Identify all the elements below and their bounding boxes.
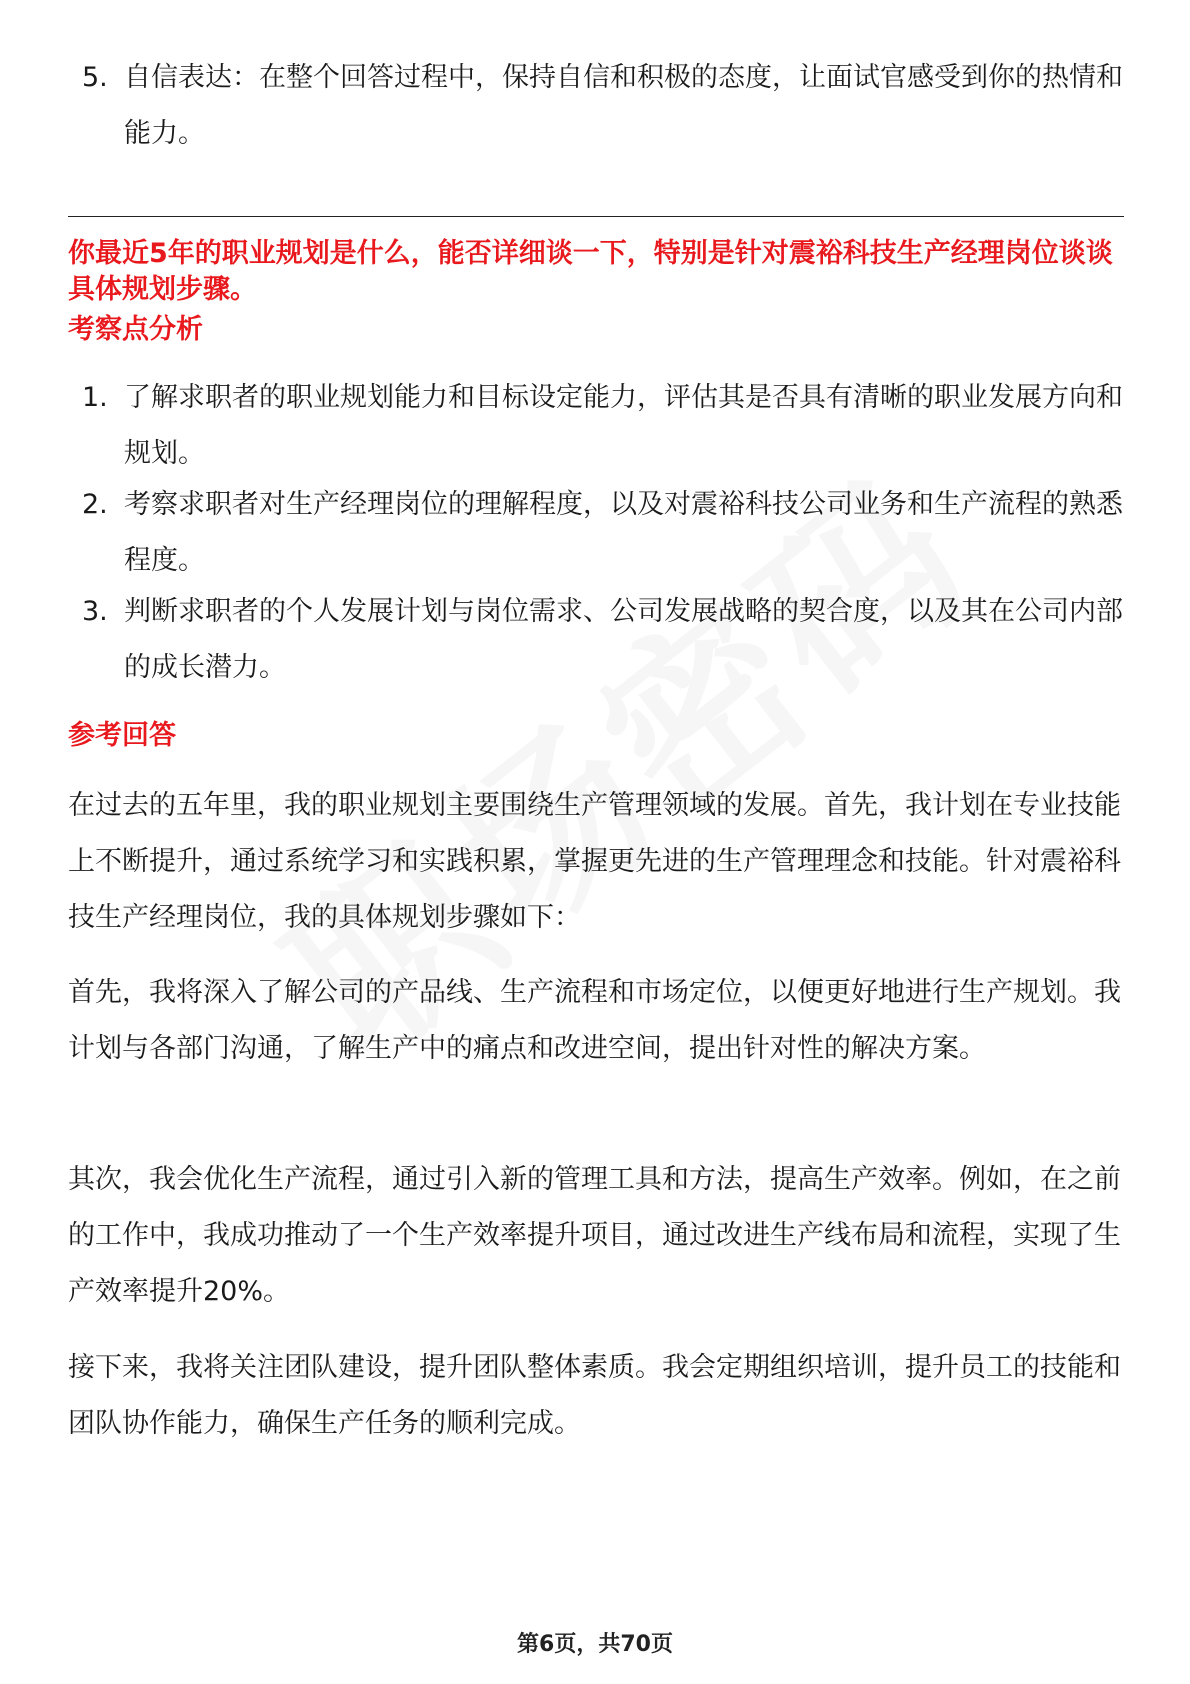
list-item-prev-5 <box>82 50 1132 162</box>
analysis-heading: 考察点分析 <box>68 314 203 345</box>
answer-paragraph-1: 在过去的五年里，我的职业规划主要围绕生产管理领域的发展。首先，我计划在专业技能上不断提升，通过系统学习和实践积累，掌握更先进的生产管理理念和技能。针对震裕科技生产经理岗位，我的具体规划步骤如下： <box>68 790 1121 933</box>
list-number: 5. <box>82 62 108 93</box>
answer-paragraph-4: 接下来，我将关注团队建设，提升团队整体素质。我会定期组织培训，提升员工的技能和团队协作能力，确保生产任务的顺利完成。 <box>68 1352 1121 1439</box>
analysis-item-1 <box>82 370 1132 482</box>
answer-paragraph-3: 其次，我会优化生产流程，通过引入新的管理工具和方法，提高生产效率。例如，在之前的工作中，我成功推动了一个生产效率提升项目，通过改进生产线布局和流程，实现了生产效率提升20%。 <box>68 1164 1121 1307</box>
question-title: 你最近5年的职业规划是什么，能否详细谈一下，特别是针对震裕科技生产经理岗位谈谈具体规划步骤。 <box>68 238 1113 305</box>
list-text: 了解求职者的职业规划能力和目标设定能力，评估其是否具有清晰的职业发展方向和规划。 <box>124 382 1123 469</box>
list-number: 1. <box>82 382 108 413</box>
list-text: 判断求职者的个人发展计划与岗位需求、公司发展战略的契合度，以及其在公司内部的成长潜力。 <box>124 596 1123 683</box>
page-footer: 第6页，共70页 <box>517 1632 673 1657</box>
analysis-item-3 <box>82 584 1132 696</box>
list-text: 自信表达：在整个回答过程中，保持自信和积极的态度，让面试官感受到你的热情和能力。 <box>124 62 1123 149</box>
answer-paragraph-2: 首先，我将深入了解公司的产品线、生产流程和市场定位，以便更好地进行生产规划。我计划与各部门沟通，了解生产中的痛点和改进空间，提出针对性的解决方案。 <box>68 977 1121 1064</box>
list-text: 考察求职者对生产经理岗位的理解程度，以及对震裕科技公司业务和生产流程的熟悉程度。 <box>124 489 1123 576</box>
list-number: 3. <box>82 596 108 627</box>
answer-heading: 参考回答 <box>68 720 176 751</box>
analysis-item-2 <box>82 477 1132 589</box>
section-divider <box>68 216 1124 217</box>
list-number: 2. <box>82 489 108 520</box>
